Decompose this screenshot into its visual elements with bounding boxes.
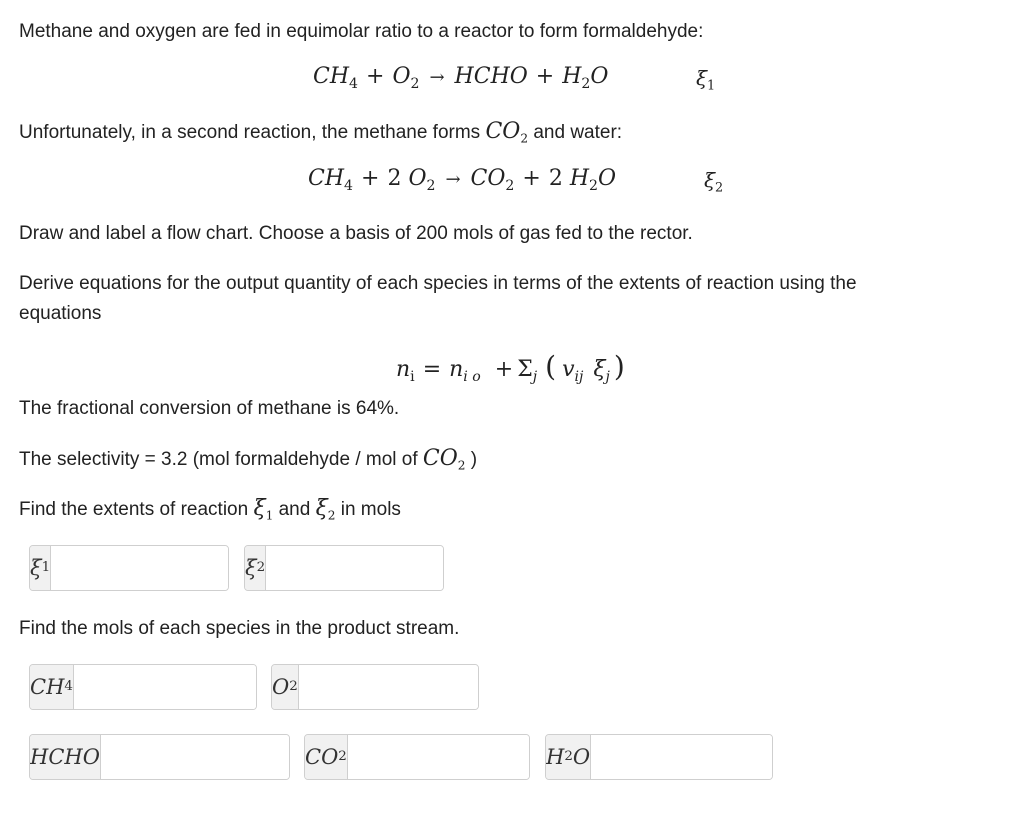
extents-after: in mols	[335, 499, 401, 520]
r1-xi-sub: 1	[707, 78, 716, 94]
r2-co: CO	[470, 166, 506, 191]
second-reaction-text-after: and water:	[528, 122, 623, 143]
r2-xi-sub: 2	[715, 180, 724, 196]
second-reaction-co: CO	[485, 119, 521, 144]
h2o-input[interactable]	[591, 735, 773, 779]
r1-plus-1: +	[366, 64, 385, 89]
h2o-label-text: H	[546, 745, 565, 769]
r2-coef-1: 2	[387, 166, 402, 191]
xi1-answer-label: ξ 1	[30, 546, 51, 590]
r2-xi: ξ	[704, 168, 716, 192]
selectivity-text	[19, 444, 477, 475]
hcho-answer-group	[29, 734, 290, 780]
xi1-answer-group	[29, 545, 229, 591]
r2-h-sub: 2	[589, 177, 598, 194]
r1-arrow: →	[429, 67, 445, 88]
o2-label-text: O	[272, 675, 290, 699]
r2-ch: CH	[308, 166, 345, 191]
hcho-label-text: HCHO	[30, 745, 100, 769]
r2-o-sub: 2	[426, 177, 436, 194]
ge-plus: +	[494, 357, 514, 382]
r2-coef-2: 2	[548, 166, 563, 191]
r1-o-sub: 2	[410, 75, 420, 92]
r2-o: O	[408, 166, 427, 191]
selectivity-co-sub: 2	[457, 458, 466, 473]
ge-equals: =	[422, 357, 442, 382]
product-stream-prompt: Find the mols of each species in the product stream.	[19, 618, 460, 639]
extents-middle: and	[273, 499, 316, 520]
r1-plus-2: +	[535, 64, 555, 89]
ge-lparen: (	[545, 350, 557, 383]
extents-xi2-sub: 2	[327, 508, 336, 523]
extents-before: Find the extents of reaction	[19, 499, 254, 520]
ge-xi-sub: j	[605, 368, 610, 385]
o2-answer-group	[271, 664, 479, 710]
ge-rparen: )	[613, 350, 625, 383]
xi1-label-symbol: ξ	[30, 556, 42, 580]
ge-n0-sub: i o	[463, 368, 481, 385]
r1-h2o-o: O	[590, 64, 609, 89]
reaction-2-extent-tag	[704, 168, 724, 196]
r1-o: O	[392, 64, 411, 89]
h2o-answer-label: H 2 O	[546, 735, 591, 779]
reaction-1-extent-tag	[696, 66, 716, 94]
ge-n0: n	[449, 357, 464, 382]
reaction-2-equation	[308, 166, 617, 194]
selectivity-after: )	[465, 449, 478, 470]
reaction-2	[0, 166, 1024, 206]
hcho-input[interactable]	[101, 735, 290, 779]
xi2-answer-group	[244, 545, 444, 591]
co2-answer-group	[304, 734, 530, 780]
r1-hcho: HCHO	[454, 64, 528, 89]
ch4-answer-group	[29, 664, 257, 710]
second-reaction-text-before: Unfortunately, in a second reaction, the methane forms	[19, 122, 486, 143]
extents-xi1-sub: 1	[265, 508, 274, 523]
r2-h: H	[569, 166, 590, 191]
ch4-input[interactable]	[74, 665, 257, 709]
r2-h2o-o: O	[597, 166, 617, 191]
xi2-input[interactable]	[266, 546, 444, 590]
r1-xi: ξ	[696, 66, 708, 90]
h2o-label-tail: O	[572, 745, 591, 769]
reaction-1-equation	[313, 64, 609, 92]
co2-label-text: CO	[305, 745, 339, 769]
r1-h: H	[562, 64, 582, 89]
r2-ch-sub: 4	[344, 177, 353, 194]
ch4-answer-label: CH 4	[30, 665, 74, 709]
co2-input[interactable]	[348, 735, 530, 779]
ge-n-sub: i	[410, 368, 415, 385]
co2-answer-label: CO 2	[305, 735, 348, 779]
conversion-text: The fractional conversion of methane is 64%.	[19, 398, 400, 419]
second-reaction-text	[19, 117, 622, 148]
o2-answer-label: O 2	[272, 665, 299, 709]
r2-arrow: →	[445, 169, 461, 190]
xi2-answer-label: ξ 2	[245, 546, 266, 590]
selectivity-before: The selectivity = 3.2 (mol formaldehyde / mol of	[19, 449, 423, 470]
extents-xi2: ξ	[315, 496, 328, 521]
ge-n: n	[396, 357, 411, 382]
o2-input[interactable]	[299, 665, 479, 709]
ge-xi: ξ	[593, 357, 606, 382]
hcho-answer-label	[30, 735, 101, 779]
r2-plus-2: +	[522, 166, 541, 191]
r1-ch-sub: 4	[349, 75, 358, 92]
flowchart-instruction: Draw and label a flow chart. Choose a basis of 200 mols of gas fed to the rector.	[19, 223, 693, 244]
r2-plus-1: +	[361, 166, 380, 191]
r1-h-sub: 2	[581, 75, 591, 92]
xi2-label-symbol: ξ	[245, 556, 257, 580]
second-reaction-co-sub: 2	[520, 131, 529, 146]
reaction-1	[0, 64, 1024, 104]
ge-nu: v	[562, 357, 575, 382]
extents-prompt	[19, 494, 401, 525]
selectivity-co: CO	[422, 446, 458, 471]
ch4-label-text: CH	[30, 675, 65, 699]
r1-ch: CH	[313, 64, 350, 89]
intro-text: Methane and oxygen are fed in equimolar ratio to a reactor to form formaldehyde:	[19, 21, 704, 42]
derive-instruction-line-1: Derive equations for the output quantity of each species in terms of the extents of reaction using the	[19, 273, 857, 294]
general-balance-equation	[396, 350, 625, 383]
xi1-input[interactable]	[51, 546, 229, 590]
ge-sigma: Σ	[517, 357, 533, 382]
r2-co-sub: 2	[505, 177, 515, 194]
ge-sigma-sub: j	[532, 368, 538, 385]
derive-instruction-line-2: equations	[19, 303, 102, 324]
extents-xi1: ξ	[253, 496, 266, 521]
ge-nu-sub: ij	[574, 368, 584, 385]
h2o-answer-group	[545, 734, 773, 780]
